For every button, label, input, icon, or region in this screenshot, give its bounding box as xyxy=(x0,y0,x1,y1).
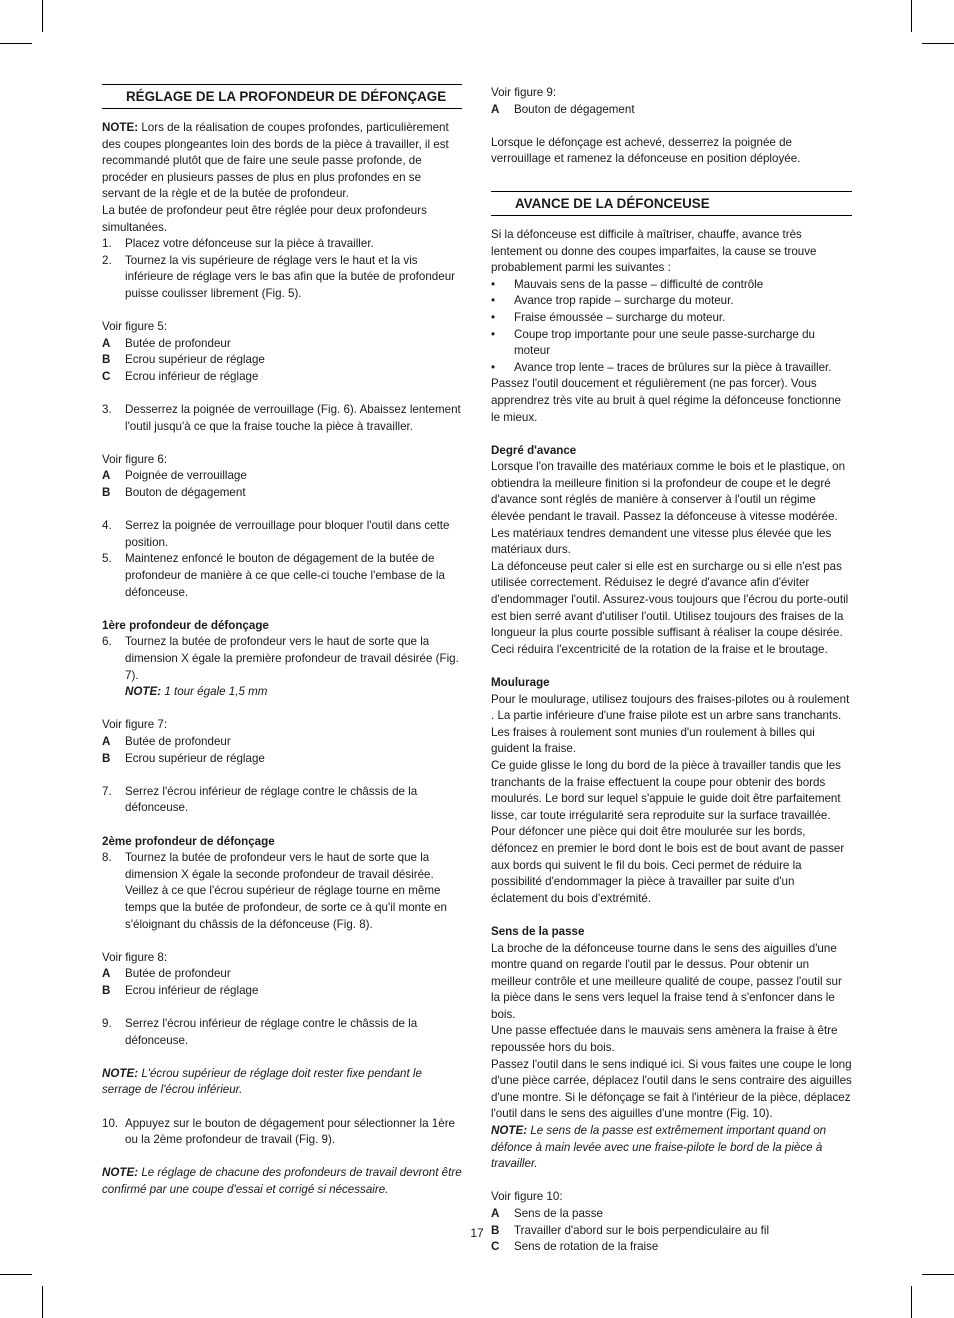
section-heading-feed: AVANCE DE LA DÉFONCEUSE xyxy=(491,191,852,216)
moulding-paragraph-1: Pour le moulurage, utilisez toujours des fraises-pilotes ou à roulement . La partie inférieure d'une fraise pilote est un arbre sans tranchants. Les fraises à roulement sont munies d'un roulement à billes qui guident la fraise. xyxy=(491,692,850,756)
legend-item xyxy=(491,1239,852,1256)
bullet-text: Mauvais sens de la passe – difficulté de contrôle xyxy=(514,277,764,291)
crop-mark xyxy=(911,1286,912,1318)
legend-key: A xyxy=(102,734,111,748)
note-test-cut xyxy=(102,1165,462,1198)
step-number: 7. xyxy=(102,784,112,798)
bullet-text: Avance trop lente – traces de brûlures sur la pièce à travailler. xyxy=(514,360,832,374)
legend-key: A xyxy=(102,967,111,981)
legend-key: A xyxy=(102,469,111,483)
crop-mark xyxy=(42,1286,43,1318)
legend-key: A xyxy=(491,1207,500,1220)
step-text: Appuyez sur le bouton de dégagement pour sélectionner la 1ère ou la 2ème profondeur de travail (Fig. 9). xyxy=(125,1116,456,1147)
legend-text: Sens de la passe xyxy=(514,1207,603,1220)
legend-item xyxy=(102,468,462,485)
legend-key: A xyxy=(102,336,111,350)
step-number: 10. xyxy=(102,1116,119,1130)
legend-text: Poignée de verrouillage xyxy=(125,469,247,483)
legend-text: Travailler d'abord sur le bois perpendiculaire au fil xyxy=(514,1223,770,1237)
subheading-first-depth: 1ère profondeur de défonçage xyxy=(102,618,269,632)
step-4 xyxy=(102,518,462,551)
legend-item xyxy=(102,336,462,353)
crop-mark xyxy=(42,0,43,32)
right-column xyxy=(491,85,852,1256)
bullet-text: Fraise émoussée – surcharge du moteur. xyxy=(514,310,726,324)
step-text: Placez votre défonceuse sur la pièce à travailler. xyxy=(125,237,374,251)
note-text: Lors de la réalisation de coupes profondes, particulièrement des coupes plongeantes loin des bords de la pièce à travailler, il est recommandé plutôt que de faire une seule passe profonde, de procéder en plusieurs passes de plus en plus profondes en se servant de la règle et de la butée de profondeur. xyxy=(102,121,449,201)
legend-text: Ecrou supérieur de réglage xyxy=(125,751,265,765)
step-9 xyxy=(102,1016,462,1049)
subheading-direction: Sens de la passe xyxy=(491,924,585,938)
intro-paragraph: La butée de profondeur peut être réglée pour deux profondeurs simultanées. xyxy=(102,203,427,234)
step-text: Desserrez la poignée de verrouillage (Fig. 6). Abaissez lentement l'outil jusqu'à ce que la fraise touche la pièce à travailler. xyxy=(125,403,461,433)
bullet-item xyxy=(491,360,852,377)
step-10 xyxy=(102,1116,462,1149)
step-number: 9. xyxy=(102,1017,112,1031)
legend-item xyxy=(491,1206,852,1223)
legend-key: C xyxy=(102,369,111,383)
step-number: 3. xyxy=(102,403,112,417)
step-text: Serrez la poignée de verrouillage pour bloquer l'outil dans cette position. xyxy=(125,519,450,549)
crop-mark xyxy=(922,1274,954,1275)
step-text: Tournez la butée de profondeur vers le haut de sorte que la dimension X égale la première profondeur de travail désirée (Fig. 7). xyxy=(125,635,459,682)
legend-text: Ecrou inférieur de réglage xyxy=(125,369,259,383)
step-number: 5. xyxy=(102,552,112,566)
step-5 xyxy=(102,551,462,601)
crop-mark xyxy=(0,1274,32,1275)
step-6 xyxy=(102,634,462,684)
step-6-note xyxy=(102,684,462,701)
figure-5-label: Voir figure 5: xyxy=(102,320,168,334)
step-number: 6. xyxy=(102,635,112,649)
step-number: 1. xyxy=(102,237,112,251)
note-text: 1 tour égale 1,5 mm xyxy=(164,685,268,699)
legend-text: Butée de profondeur xyxy=(125,734,231,748)
note-text: Le sens de la passe est extrêmement important quand on défonce à main levée avec une fraise-pilote le bord de la pièce à travailler. xyxy=(491,1124,827,1171)
after-bullets-paragraph: Passez l'outil doucement et régulièrement (ne pas forcer). Vous apprendrez très vite au bruit à quel régime la défonceuse fonctionne le mieux. xyxy=(491,377,841,424)
section-heading-depth: RÉGLAGE DE LA PROFONDEUR DE DÉFONÇAGE xyxy=(102,84,462,109)
note-label: NOTE: xyxy=(125,685,162,699)
figure-10-label: Voir figure 10: xyxy=(491,1190,563,1204)
step-number: 2. xyxy=(102,253,112,267)
bullet-text: Avance trop rapide – surcharge du moteur. xyxy=(514,294,734,308)
direction-paragraph-2: Une passe effectuée dans le mauvais sens amènera la fraise à être repoussée hors du bois. xyxy=(491,1024,838,1055)
note-label: NOTE: xyxy=(491,1124,528,1138)
moulding-paragraph-2: Ce guide glisse le long du bord de la pièce à travailler tandis que les tranchants de la fraise effectuent la coupe pour obtenir des bords moulurés. Le bord sur lequel s'appuie le guide doit être parfaitement lisse, car toute irrégularité sera reproduite sur la surface travaillée. xyxy=(491,758,841,822)
step-7 xyxy=(102,784,462,817)
legend-item xyxy=(102,369,462,386)
feed-intro: Si la défonceuse est difficile à maîtriser, chauffe, avance très lentement ou donne des coupes imparfaites, la cause se trouve probablement parmi les suivantes : xyxy=(491,227,817,275)
direction-note xyxy=(491,1123,852,1173)
figure-9-label: Voir figure 9: xyxy=(491,86,557,99)
legend-item xyxy=(102,352,462,369)
bullet-item xyxy=(491,327,852,360)
legend-text: Ecrou supérieur de réglage xyxy=(125,353,265,367)
figure-7-label: Voir figure 7: xyxy=(102,718,168,732)
legend-text: Bouton de dégagement xyxy=(125,486,246,500)
direction-paragraph-1: La broche de la défonceuse tourne dans le sens des aiguilles d'une montre quand on regarde l'outil par le dessus. Pour obtenir un meilleur contrôle et une meilleure qualité de coupe, passez l'outil sur la pièce dans le sens vers lequel la fraise tend à s'enfoncer dans le bois. xyxy=(491,941,842,1021)
legend-text: Butée de profondeur xyxy=(125,967,231,981)
bullet-icon: • xyxy=(491,310,496,324)
bullet-item xyxy=(491,293,852,310)
note-upper-nut xyxy=(102,1066,462,1099)
note-label: NOTE: xyxy=(102,121,139,134)
bullet-icon: • xyxy=(491,327,496,341)
step-3 xyxy=(102,402,462,435)
bullet-icon: • xyxy=(491,360,496,374)
subheading-second-depth: 2ème profondeur de défonçage xyxy=(102,834,275,848)
subheading-feed-rate: Degré d'avance xyxy=(491,443,577,457)
left-column xyxy=(102,84,462,1199)
legend-item xyxy=(102,983,462,1000)
note-label: NOTE: xyxy=(102,1066,139,1080)
step-number: 4. xyxy=(102,519,112,533)
finish-paragraph: Lorsque le défonçage est achevé, desserrez la poignée de verrouillage et ramenez la défonceuse en position déployée. xyxy=(491,135,801,166)
bullet-item xyxy=(491,310,852,327)
crop-mark xyxy=(0,43,32,44)
legend-text: Ecrou inférieur de réglage xyxy=(125,983,259,997)
legend-key: B xyxy=(102,486,111,500)
legend-key: B xyxy=(102,751,111,765)
legend-key: A xyxy=(491,102,500,116)
note-text: L'écrou supérieur de réglage doit rester fixe pendant le serrage de l'écrou inférieur. xyxy=(102,1066,422,1097)
step-text: Maintenez enfoncé le bouton de dégagement de la butée de profondeur de manière à ce que celle-ci touche l'embase de la défonceuse. xyxy=(125,552,445,599)
legend-key: B xyxy=(102,983,111,997)
intro-note xyxy=(102,120,462,203)
legend-item xyxy=(102,966,462,983)
note-label: NOTE: xyxy=(102,1166,139,1180)
crop-mark xyxy=(922,43,954,44)
note-text: Le réglage de chacune des profondeurs de travail devront être confirmé par une coupe d'essai et corrigé si nécessaire. xyxy=(102,1166,462,1196)
legend-item xyxy=(102,485,462,502)
crop-mark xyxy=(911,0,912,32)
feed-rate-paragraph-2: La défonceuse peut caler si elle est en surcharge ou si elle n'est pas utilisée correctement. Réduisez le degré d'avance afin d'éviter d'endommager l'outil. Assurez-vous toujours que l'écrou du porte-outil est bien serré avant d'utiliser l'outil. Utilisez toujours des fraises de la longueur la plus courte possible suffisant à réaliser la coupe désirée. Ceci réduira l'excentricité de la rotation de la fraise et le broutage. xyxy=(491,559,849,656)
step-text: Serrez l'écrou inférieur de réglage contre le châssis de la défonceuse. xyxy=(125,784,418,815)
legend-text: Sens de rotation de la fraise xyxy=(514,1240,659,1254)
legend-key: C xyxy=(491,1240,500,1254)
legend-key: B xyxy=(102,353,111,367)
step-8 xyxy=(102,850,462,933)
legend-text: Bouton de dégagement xyxy=(514,102,635,116)
step-text: Tournez la vis supérieure de réglage vers le haut et la vis inférieure de réglage vers le bas afin que la butée de profondeur puisse coulisser librement (Fig. 5). xyxy=(125,253,456,300)
bullet-icon: • xyxy=(491,294,496,308)
page-number: 17 xyxy=(470,1226,484,1240)
legend-text: Butée de profondeur xyxy=(125,336,231,350)
legend-item xyxy=(102,734,462,751)
step-1 xyxy=(102,236,462,253)
figure-8-label: Voir figure 8: xyxy=(102,950,168,964)
figure-6-label: Voir figure 6: xyxy=(102,452,168,466)
moulding-paragraph-3: Pour défoncer une pièce qui doit être moulurée sur les bords, défoncez en premier le bord dont le bois est de bout avant de passer aux bords qui suivent le fil du bois. Ceci permet de réduire la possibilité d'endommager la pièce à travailler par suite d'un éclatement du bois d'extrémité. xyxy=(491,825,845,905)
bullet-icon: • xyxy=(491,277,496,291)
legend-item xyxy=(102,751,462,768)
feed-rate-paragraph-1: Lorsque l'on travaille des matériaux comme le bois et le plastique, on obtiendra la meilleure finition si la profondeur de coupe et le degré d'avance sont réglés de manière à conserver à l'outil un régime élevée pendant le travail. Passez la défonceuse à vitesse modérée. Les matériaux tendres demandent une vitesse plus élevée que les matériaux durs. xyxy=(491,460,846,557)
bullet-text: Coupe trop importante pour une seule passe-surcharge du moteur xyxy=(514,327,815,358)
legend-key: B xyxy=(491,1223,500,1237)
legend-item xyxy=(491,102,852,119)
step-text: Serrez l'écrou inférieur de réglage contre le châssis de la défonceuse. xyxy=(125,1017,418,1047)
bullet-item xyxy=(491,277,852,294)
step-text: Tournez la butée de profondeur vers le haut de sorte que la dimension X égale la seconde profondeur de travail désirée. Veillez à ce que l'écrou supérieur de réglage tourne en même temps que la butée de profondeur, de sorte ce à qu'il monte en s'éloignant du châssis de la défonceuse (Fig. 8). xyxy=(125,851,447,931)
direction-paragraph-3: Passez l'outil dans le sens indiqué ici. Si vous faites une coupe le long d'une pièce carrée, déplacez l'outil dans le sens contraire des aiguilles d'une montre. Si le défonçage se fait à l'intérieur de la pièce, déplacez l'outil dans le sens des aiguilles d'une montre (Fig. 10). xyxy=(491,1057,852,1121)
step-number: 8. xyxy=(102,851,112,865)
step-2 xyxy=(102,253,462,303)
subheading-moulding: Moulurage xyxy=(491,676,550,689)
